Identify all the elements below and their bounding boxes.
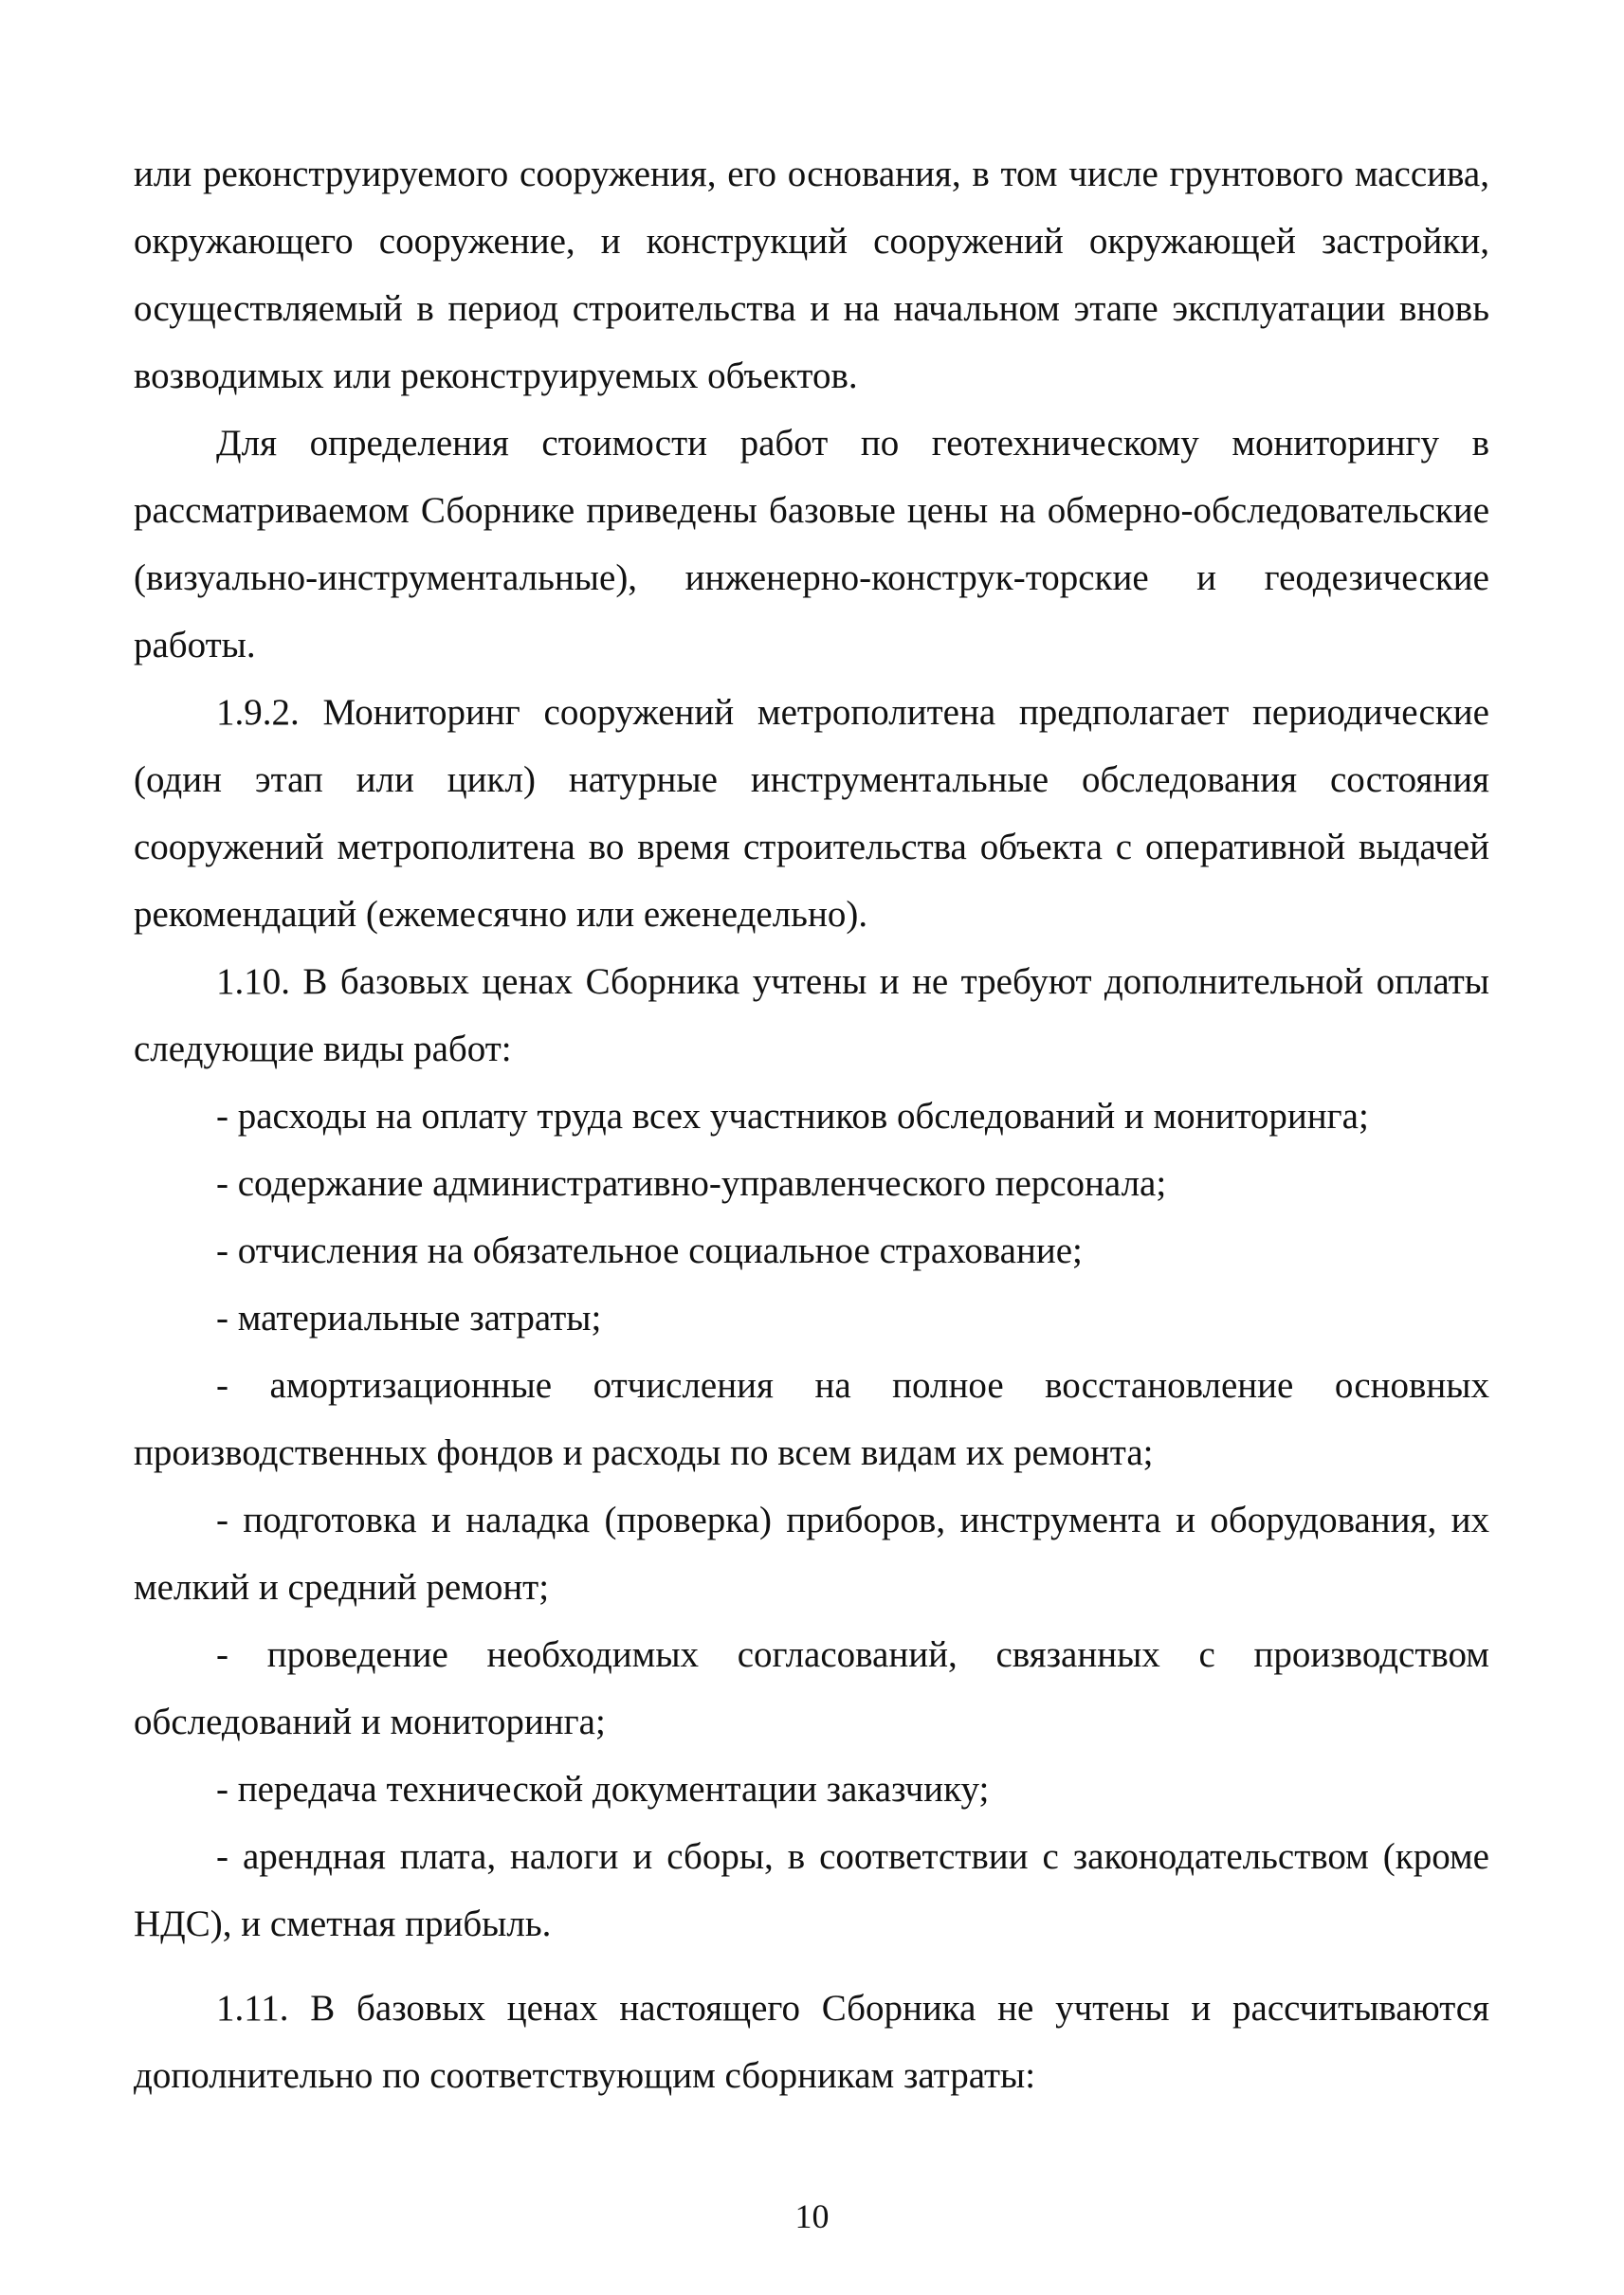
paragraph-1-11: 1.11. В базовых ценах настоящего Сборника не учтены и рассчитываются дополнительно по соответствующим сборникам затраты: bbox=[134, 1988, 1489, 2096]
list-item: - арендная плата, налоги и сборы, в соответствии с законодательством (кроме НДС), и сметная прибыль. bbox=[134, 1836, 1489, 1944]
paragraph-monitoring-cost: Для определения стоимости работ по геотехническому мониторингу в рассматриваемом Сборнике приведены базовые цены на обмерно-обследовательские (визуально-инструментальные), инженерно-конструк-торские и геодезические работы. bbox=[134, 423, 1489, 665]
paragraph-continuation: или реконструируемого сооружения, его основания, в том числе грунтового массива, окружающего сооружение, и конструкций сооружений окружающей застройки, осуществляемый в период строительства и на начальном этапе эксплуатации вновь возводимых или реконструируемых объектов. bbox=[134, 154, 1489, 396]
list-item: - амортизационные отчисления на полное восстановление основных производственных фондов и расходы по всем видам их ремонта; bbox=[134, 1365, 1489, 1473]
list-item: - передача технической документации заказчику; bbox=[216, 1769, 990, 1810]
document-body bbox=[134, 140, 1489, 2109]
page-number: 10 bbox=[794, 2197, 830, 2235]
list-item: - содержание административно-управленческого персонала; bbox=[216, 1163, 1167, 1204]
list-item: - подготовка и наладка (проверка) приборов, инструмента и оборудования, их мелкий и средний ремонт; bbox=[134, 1500, 1489, 1608]
list-item: - материальные затраты; bbox=[216, 1298, 602, 1339]
list-item: - расходы на оплату труда всех участников обследований и мониторинга; bbox=[216, 1096, 1369, 1137]
list-item: - проведение необходимых согласований, связанных с производством обследований и мониторинга; bbox=[134, 1634, 1489, 1742]
list-item: - отчисления на обязательное социальное страхование; bbox=[216, 1230, 1083, 1271]
paragraph-1-9-2: 1.9.2. Мониторинг сооружений метрополитена предполагает периодические (один этап или цикл) натурные инструментальные обследования состояния сооружений метрополитена во время строительства объекта с оперативной выдачей рекомендаций (ежемесячно или еженедельно). bbox=[134, 692, 1489, 935]
paragraph-1-10: 1.10. В базовых ценах Сборника учтены и не требуют дополнительной оплаты следующие виды работ: bbox=[134, 961, 1489, 1069]
